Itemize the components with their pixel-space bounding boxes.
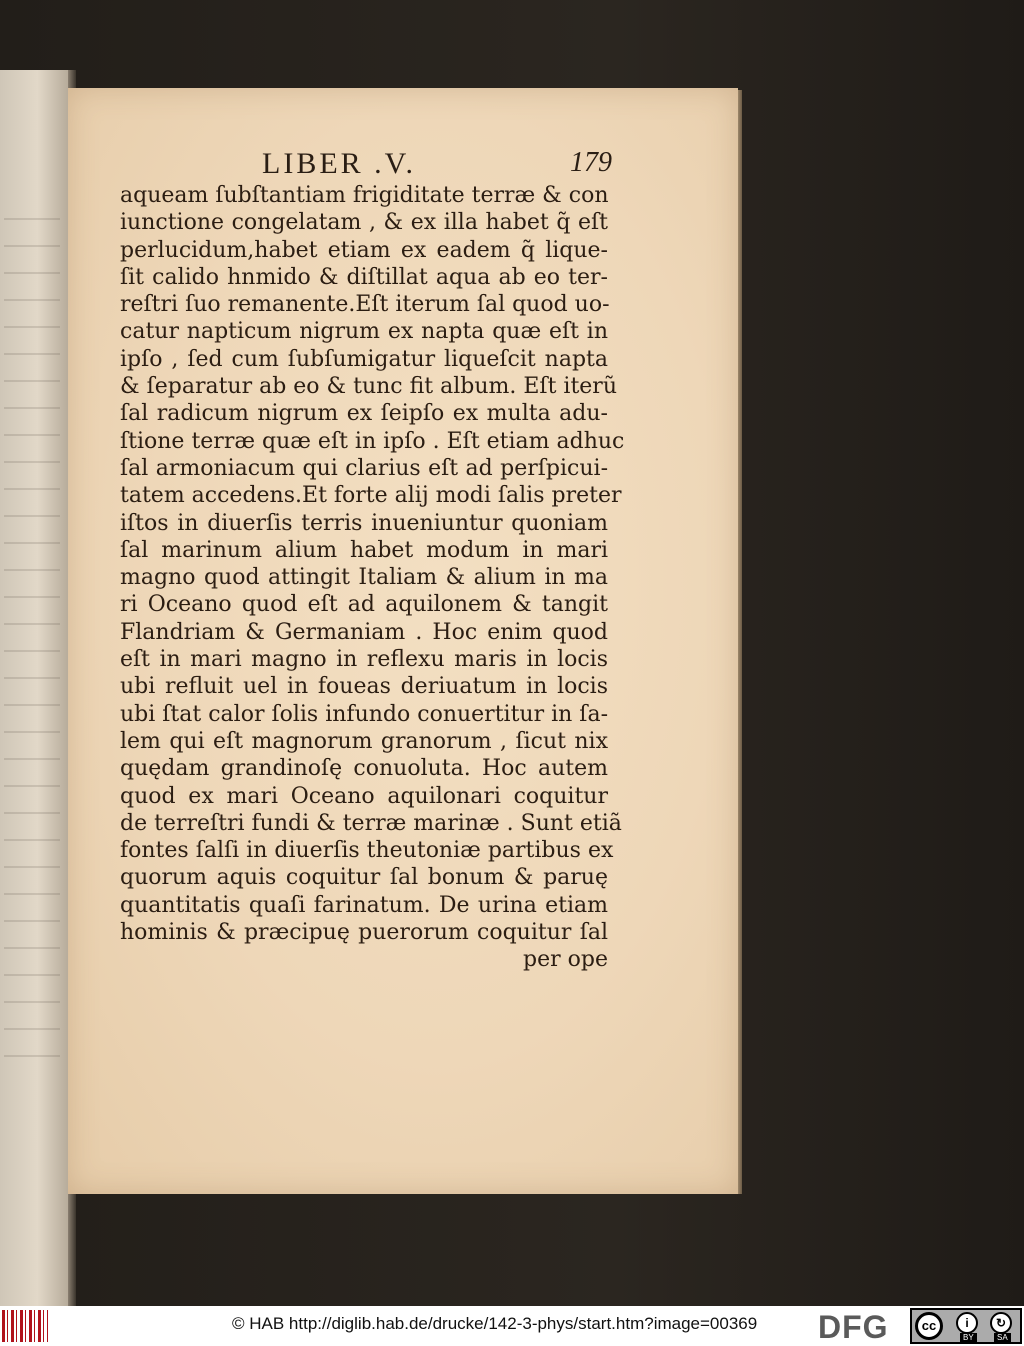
text-line: iſtos in diuerſis terris inueniuntur quoniam	[120, 510, 608, 536]
text-line: & ſeparatur ab eo & tunc fit album. Eſt iterũ	[120, 374, 617, 400]
barcode-logo-icon	[2, 1310, 48, 1342]
text-line: aqueam ſubſtantiam frigiditate terræ & con	[120, 183, 609, 208]
text-line: Flandriam & Germaniam . Hoc enim quod	[120, 619, 608, 645]
text-line: quantitatis quaſi farinatum. De urina etiam	[120, 892, 608, 918]
page-body-text	[120, 182, 625, 974]
text-line: lem qui eſt magnorum granorum , ſicut nix	[120, 728, 608, 754]
text-line: catur napticum nigrum ex napta quæ eſt in	[120, 319, 608, 345]
text-line: reſtri ſuo remanente.Eſt iterum ſal quod uo-	[120, 292, 610, 318]
text-line: ſal armoniacum qui clarius eſt ad perſpicui-	[120, 455, 608, 481]
text-line: ſit calido hnmido & diſtillat aqua ab eo ter-	[120, 264, 608, 290]
text-line: ſtione terræ quæ eſt in ipſo . Eſt etiam adhuc	[120, 428, 625, 454]
text-line: tatem accedens.Et forte alij modi ſalis preter	[120, 483, 622, 509]
folio-number: 179	[570, 147, 612, 178]
text-line: magno quod attingit Italiam & alium in ma	[120, 565, 608, 591]
text-line: iunctione congelatam , & ex illa habet q̃ eſt	[120, 210, 608, 236]
text-line: quod ex mari Oceano aquilonari coquitur	[120, 783, 608, 809]
cc-by-label: BY	[960, 1333, 977, 1343]
by-person-icon: i	[956, 1312, 978, 1334]
share-alike-icon: ↻	[990, 1312, 1012, 1334]
text-line: fontes ſalſi in diuerſis theutoniæ partibus ex	[120, 838, 614, 864]
facing-page-edge	[0, 70, 68, 1310]
text-line: quorum aquis coquitur ſal bonum & paruę	[120, 865, 608, 891]
catchword: per ope	[523, 947, 608, 973]
text-line: ubi ſtat calor ſolis infundo conuertitur in ſa-	[120, 701, 608, 727]
text-line: ri Oceano quod eſt ad aquilonem & tangit	[120, 592, 608, 618]
text-line: perlucidum,habet etiam ex eadem q̃ lique-	[120, 237, 608, 263]
text-line: eſt in mari magno in reflexu maris in locis	[120, 647, 608, 673]
cc-license-badge[interactable]	[910, 1308, 1022, 1344]
cc-icon: cc	[915, 1312, 943, 1340]
text-line: ubi refluit uel in foueas deriuatum in locis	[120, 674, 608, 700]
dfg-logo: DFG	[818, 1309, 889, 1345]
viewer-footer	[0, 1306, 1024, 1346]
text-line: de terreſtri fundi & terræ marinæ . Sunt etiã	[120, 810, 622, 836]
cc-sa-label: SA	[994, 1333, 1011, 1343]
page-header	[262, 147, 612, 187]
text-line: ſal marinum alium habet modum in mari	[120, 537, 608, 563]
running-head: LIBER .V.	[262, 147, 416, 180]
facing-page-text-bleed	[4, 200, 60, 1060]
source-credit-link[interactable]: © HAB http://diglib.hab.de/drucke/142-3-phys/start.htm?image=00369	[232, 1314, 758, 1333]
text-line: ſal radicum nigrum ex ſeipſo ex multa adu-	[120, 401, 608, 427]
text-line: ipſo , ſed cum ſubſumigatur liqueſcit napta	[120, 346, 608, 372]
text-line: quędam grandinoſę conuoluta. Hoc autem	[120, 756, 608, 782]
text-line: hominis & præcipuę puerorum coquitur ſal	[120, 920, 608, 946]
